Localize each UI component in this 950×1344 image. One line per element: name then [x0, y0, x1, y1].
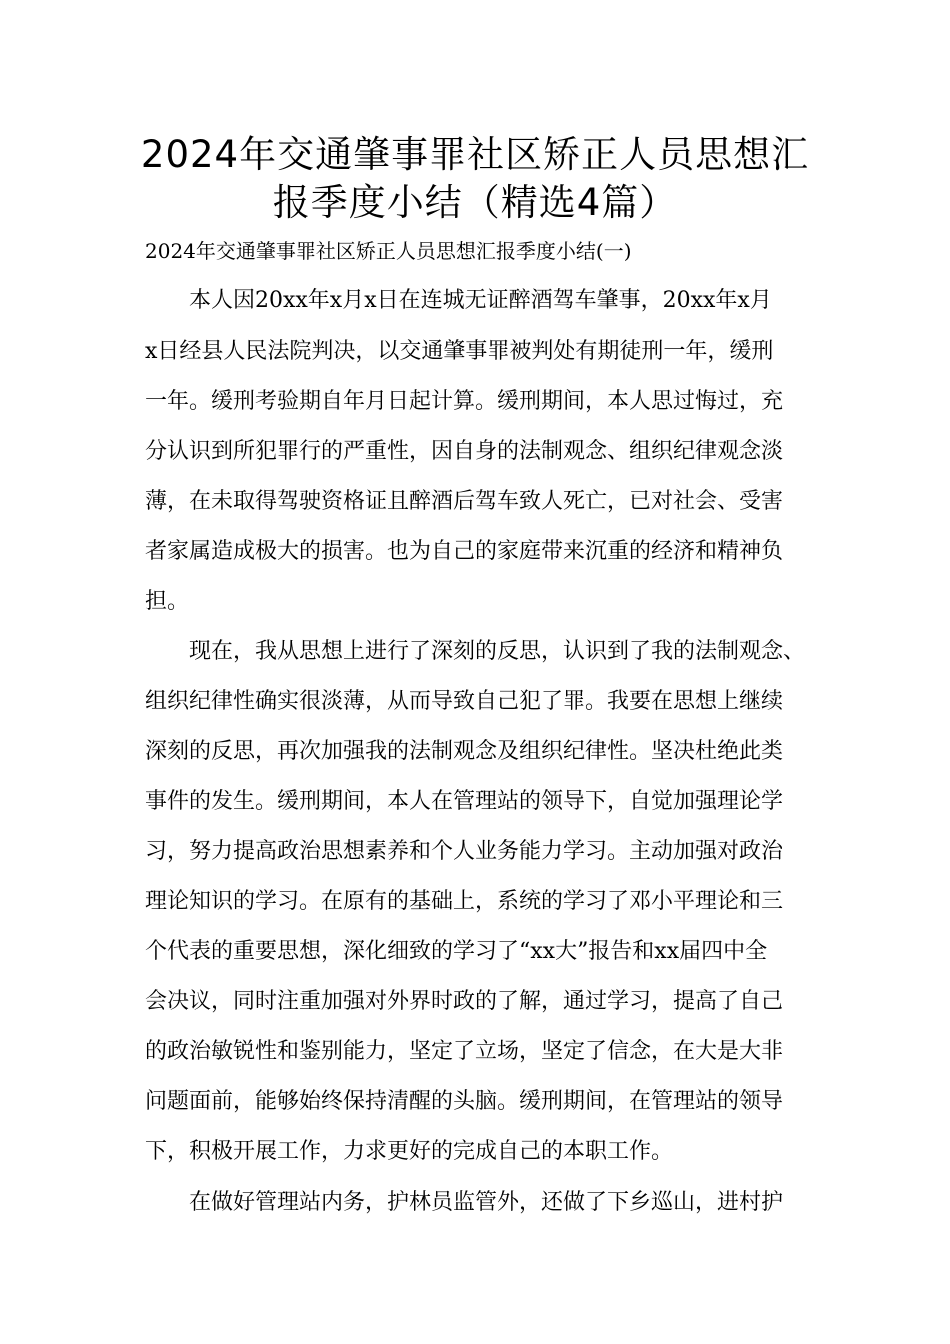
section-heading: 2024年交通肇事罪社区矫正人员思想汇报季度小结(一)	[145, 239, 632, 263]
paragraph-2-line-9: 的政治敏锐性和鉴别能力，坚定了立场，坚定了信念，在大是大非	[145, 1039, 784, 1064]
document-title-line-1: 2024年交通肇事罪社区矫正人员思想汇	[140, 133, 810, 176]
paragraph-2-line-4: 事件的发生。缓刑期间，本人在管理站的领导下，自觉加强理论学	[145, 789, 784, 814]
paragraph-2-line-5: 习，努力提高政治思想素养和个人业务能力学习。主动加强对政治	[145, 839, 784, 864]
paragraph-1-line-5: 薄，在未取得驾驶资格证且醉酒后驾车致人死亡，已对社会、受害	[145, 489, 784, 514]
paragraph-1-line-7: 担。	[145, 589, 190, 614]
paragraph-3-line-1: 在做好管理站内务，护林员监管外，还做了下乡巡山，进村护	[189, 1190, 784, 1215]
paragraph-2-line-1: 现在，我从思想上进行了深刻的反思，认识到了我的法制观念、	[189, 639, 806, 664]
paragraph-1-line-6: 者家属造成极大的损害。也为自己的家庭带来沉重的经济和精神负	[145, 539, 784, 564]
paragraph-2-line-7: 个代表的重要思想，深化细致的学习了“xx大”报告和xx届四中全	[145, 939, 768, 964]
paragraph-1-line-4: 分认识到所犯罪行的严重性，因自身的法制观念、组织纪律观念淡	[145, 439, 784, 464]
paragraph-1-line-1: 本人因20xx年x月x日在连城无证醉酒驾车肇事，20xx年x月	[189, 288, 772, 313]
paragraph-1-line-2: x日经县人民法院判决，以交通肇事罪被判处有期徒刑一年，缓刑	[145, 339, 774, 364]
paragraph-2-line-3: 深刻的反思，再次加强我的法制观念及组织纪律性。坚决杜绝此类	[145, 739, 784, 764]
paragraph-2-line-11: 下，积极开展工作，力求更好的完成自己的本职工作。	[145, 1139, 674, 1164]
paragraph-2-line-8: 会决议，同时注重加强对外界时政的了解，通过学习，提高了自己	[145, 989, 784, 1014]
paragraph-2-line-2: 组织纪律性确实很淡薄，从而导致自己犯了罪。我要在思想上继续	[145, 689, 784, 714]
paragraph-2-line-10: 问题面前，能够始终保持清醒的头脑。缓刑期间，在管理站的领导	[145, 1089, 784, 1114]
paragraph-2-line-6: 理论知识的学习。在原有的基础上，系统的学习了邓小平理论和三	[145, 889, 784, 914]
paragraph-1-line-3: 一年。缓刑考验期自年月日起计算。缓刑期间，本人思过悔过，充	[145, 389, 784, 414]
document-title-line-2: 报季度小结（精选4篇）	[272, 181, 678, 224]
